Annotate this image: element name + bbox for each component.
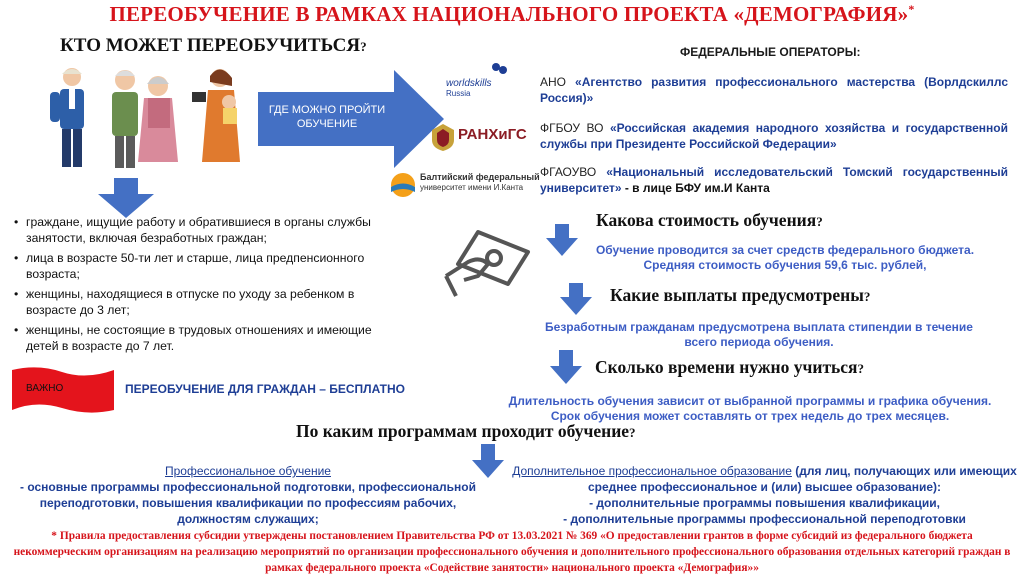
man-figure xyxy=(50,68,84,167)
woman-with-baby-figure xyxy=(192,69,240,162)
operators-heading: ФЕДЕРАЛЬНЫЕ ОПЕРАТОРЫ: xyxy=(680,45,861,59)
worldskills-icon xyxy=(490,62,508,76)
bfu-emblem-icon xyxy=(388,172,418,198)
where-label: ГДЕ МОЖНО ПРОЙТИ ОБУЧЕНИЕ xyxy=(268,104,386,130)
footnote: * Правила предоставления субсидии утверждены постановлением Правительства РФ от 13.03.2021 № 369 «О предоставлении грантов в форме субсидий из федерального бюджета некоммерческим организациям на реализацию мероприятий по организации профессионального обучения и дополнительного профессионального образования отдельных категорий граждан в рамках федерального проекта «Содействие занятости» национального проекта «Демография»» xyxy=(13,530,1011,574)
elderly-couple-figure xyxy=(112,70,178,168)
down-arrow-icon xyxy=(550,350,582,384)
down-arrow-icon xyxy=(560,283,592,315)
duration-question: Сколько времени нужно учиться? xyxy=(595,357,865,377)
operator-item: ФГАОУВО «Национальный исследовательский Томский государственный университет» - в лице БФУ им.И Канта xyxy=(540,165,1008,195)
cost-question: Какова стоимость обучения? xyxy=(596,210,823,230)
free-training-note: ПЕРЕОБУЧЕНИЕ ДЛЯ ГРАЖДАН – БЕСПЛАТНО xyxy=(125,382,405,396)
duration-answer: Длительность обучения зависит от выбранной программы и графика обучения. Срок обучения может составлять от трех недель до трех месяцев. xyxy=(508,394,992,423)
payments-question: Какие выплаты предусмотрены? xyxy=(610,285,871,305)
additional-education-title: Дополнительное профессиональное образование xyxy=(512,464,792,478)
operator-item: АНО «Агентство развития профессионального мастерства (Ворлдскиллс Россия)» xyxy=(540,75,1009,105)
additional-education-block: Дополнительное профессиональное образование (для лиц, получающих или имеющих среднее профессиональное и (или) высшее образование): - дополнительные программы повышения квалификации, - дополнительные программы профессиональной переподготовки xyxy=(512,464,1017,526)
down-arrow-icon xyxy=(96,178,156,218)
programs-question: По каким программам проходит обучение? xyxy=(296,421,636,441)
page-title: ПЕРЕОБУЧЕНИЕ В РАМКАХ НАЦИОНАЛЬНОГО ПРОЕКТА «ДЕМОГРАФИЯ»* xyxy=(109,2,915,26)
operator-item: ФГБОУ ВО «Российская академия народного хозяйства и государственной службы при Президенте Российской Федерации» xyxy=(540,121,1009,151)
people-illustration xyxy=(20,62,260,174)
professional-training-block: Профессиональное обучение - основные программы профессиональной подготовки, профессиональной переподготовки, повышения квалификации по профессиям рабочих, должностям служащих; xyxy=(20,464,476,526)
who-list xyxy=(12,214,402,358)
who-heading: КТО МОЖЕТ ПЕРЕОБУЧИТЬСЯ? xyxy=(60,35,367,56)
ranepa-emblem-icon xyxy=(430,122,456,152)
money-hand-icon xyxy=(438,222,538,302)
list-item: • граждане, ищущие работу и обратившиеся в органы службы занятости, включая безработных граждан; xyxy=(12,214,402,246)
professional-training-title: Профессиональное обучение xyxy=(165,464,331,478)
list-item: • лица в возрасте 50-ти лет и старше, лица предпенсионного возраста; xyxy=(12,250,402,282)
list-item: • женщины, находящиеся в отпуске по уходу за ребенком в возрасте до 3 лет; xyxy=(12,286,402,318)
payments-answer: Безработным гражданам предусмотрена выплата стипендии в течение всего периода обучения. xyxy=(545,320,973,349)
list-item: • женщины, не состоящие в трудовых отношениях и имеющие детей в возрасте до 7 лет. xyxy=(12,322,402,354)
important-label: ВАЖНО xyxy=(26,383,64,394)
cost-answer: Обучение проводится за счет средств федерального бюджета. Средняя стоимость обучения 59,6 тыс. рублей, xyxy=(595,243,975,272)
